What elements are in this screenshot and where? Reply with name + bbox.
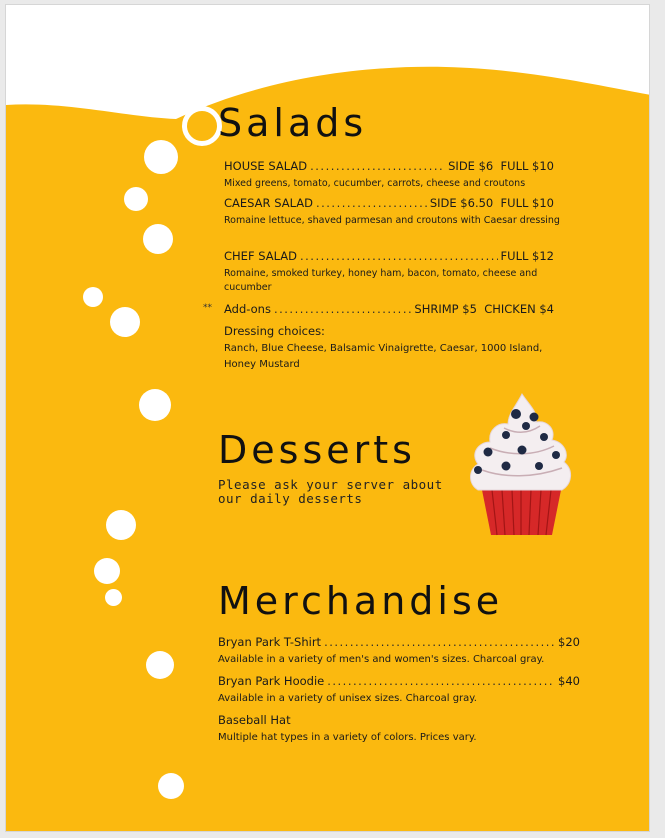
bubble (83, 287, 103, 307)
bubble (94, 558, 120, 584)
tshirt-desc: Available in a variety of men's and women's sizes. Charcoal gray. (218, 654, 545, 665)
bubble (143, 224, 173, 254)
caesar-salad-desc: Romaine lettuce, shaved parmesan and croutons with Caesar dressing (224, 215, 560, 226)
cupcake-icon (464, 390, 579, 540)
addons-price: SHRIMP $5 CHICKEN $4 (414, 302, 554, 316)
bubble (124, 187, 148, 211)
chef-salad-row (224, 249, 554, 263)
dressing-label: Dressing choices: (224, 324, 325, 338)
chef-salad-desc-line1: Romaine, smoked turkey, honey ham, bacon, tomato, cheese and (224, 268, 538, 279)
addons-name: Add-ons (224, 302, 271, 316)
dressing-line2: Honey Mustard (224, 359, 300, 370)
desserts-heading: Desserts (218, 428, 416, 472)
salads-heading: Salads (218, 101, 368, 145)
addons-row (224, 302, 554, 316)
bubble-ring (182, 106, 222, 146)
hat-desc: Multiple hat types in a variety of colors. Prices vary. (218, 732, 477, 743)
house-salad-name: HOUSE SALAD (224, 159, 308, 173)
hoodie-row (218, 674, 580, 688)
caesar-salad-price: SIDE $6.50 FULL $10 (429, 196, 554, 210)
bubble (139, 389, 171, 421)
leader-dots (300, 249, 498, 263)
menu-page (5, 4, 650, 832)
leader-dots (310, 159, 445, 173)
leader-dots (327, 674, 555, 688)
leader-dots (316, 196, 427, 210)
desserts-line1: Please ask your server about (218, 477, 443, 492)
merchandise-heading: Merchandise (218, 579, 504, 623)
bubble (105, 589, 122, 606)
house-salad-desc: Mixed greens, tomato, cucumber, carrots, cheese and croutons (224, 178, 526, 189)
leader-dots (274, 302, 411, 316)
caesar-salad-name: CAESAR SALAD (224, 196, 313, 210)
bubble (110, 307, 140, 337)
chef-salad-name: CHEF SALAD (224, 249, 297, 263)
tshirt-price: $20 (558, 635, 580, 649)
leader-dots (324, 635, 555, 649)
addons-marker: ** (203, 303, 212, 313)
hat-name: Baseball Hat (218, 713, 291, 727)
bubble (146, 651, 174, 679)
desserts-line2: our daily desserts (218, 491, 363, 506)
tshirt-row (218, 635, 580, 649)
hoodie-price: $40 (558, 674, 580, 688)
dressing-line1: Ranch, Blue Cheese, Balsamic Vinaigrette, Caesar, 1000 Island, (224, 343, 543, 354)
chef-salad-price: FULL $12 (500, 249, 554, 263)
hoodie-desc: Available in a variety of unisex sizes. Charcoal gray. (218, 693, 477, 704)
bubble (106, 510, 136, 540)
bubble (158, 773, 184, 799)
tshirt-name: Bryan Park T-Shirt (218, 635, 322, 649)
chef-salad-desc-line2: cucumber (224, 282, 272, 293)
hoodie-name: Bryan Park Hoodie (218, 674, 325, 688)
house-salad-row (224, 159, 554, 173)
house-salad-price: SIDE $6 FULL $10 (448, 159, 554, 173)
caesar-salad-row (224, 196, 554, 210)
bubble (144, 140, 178, 174)
